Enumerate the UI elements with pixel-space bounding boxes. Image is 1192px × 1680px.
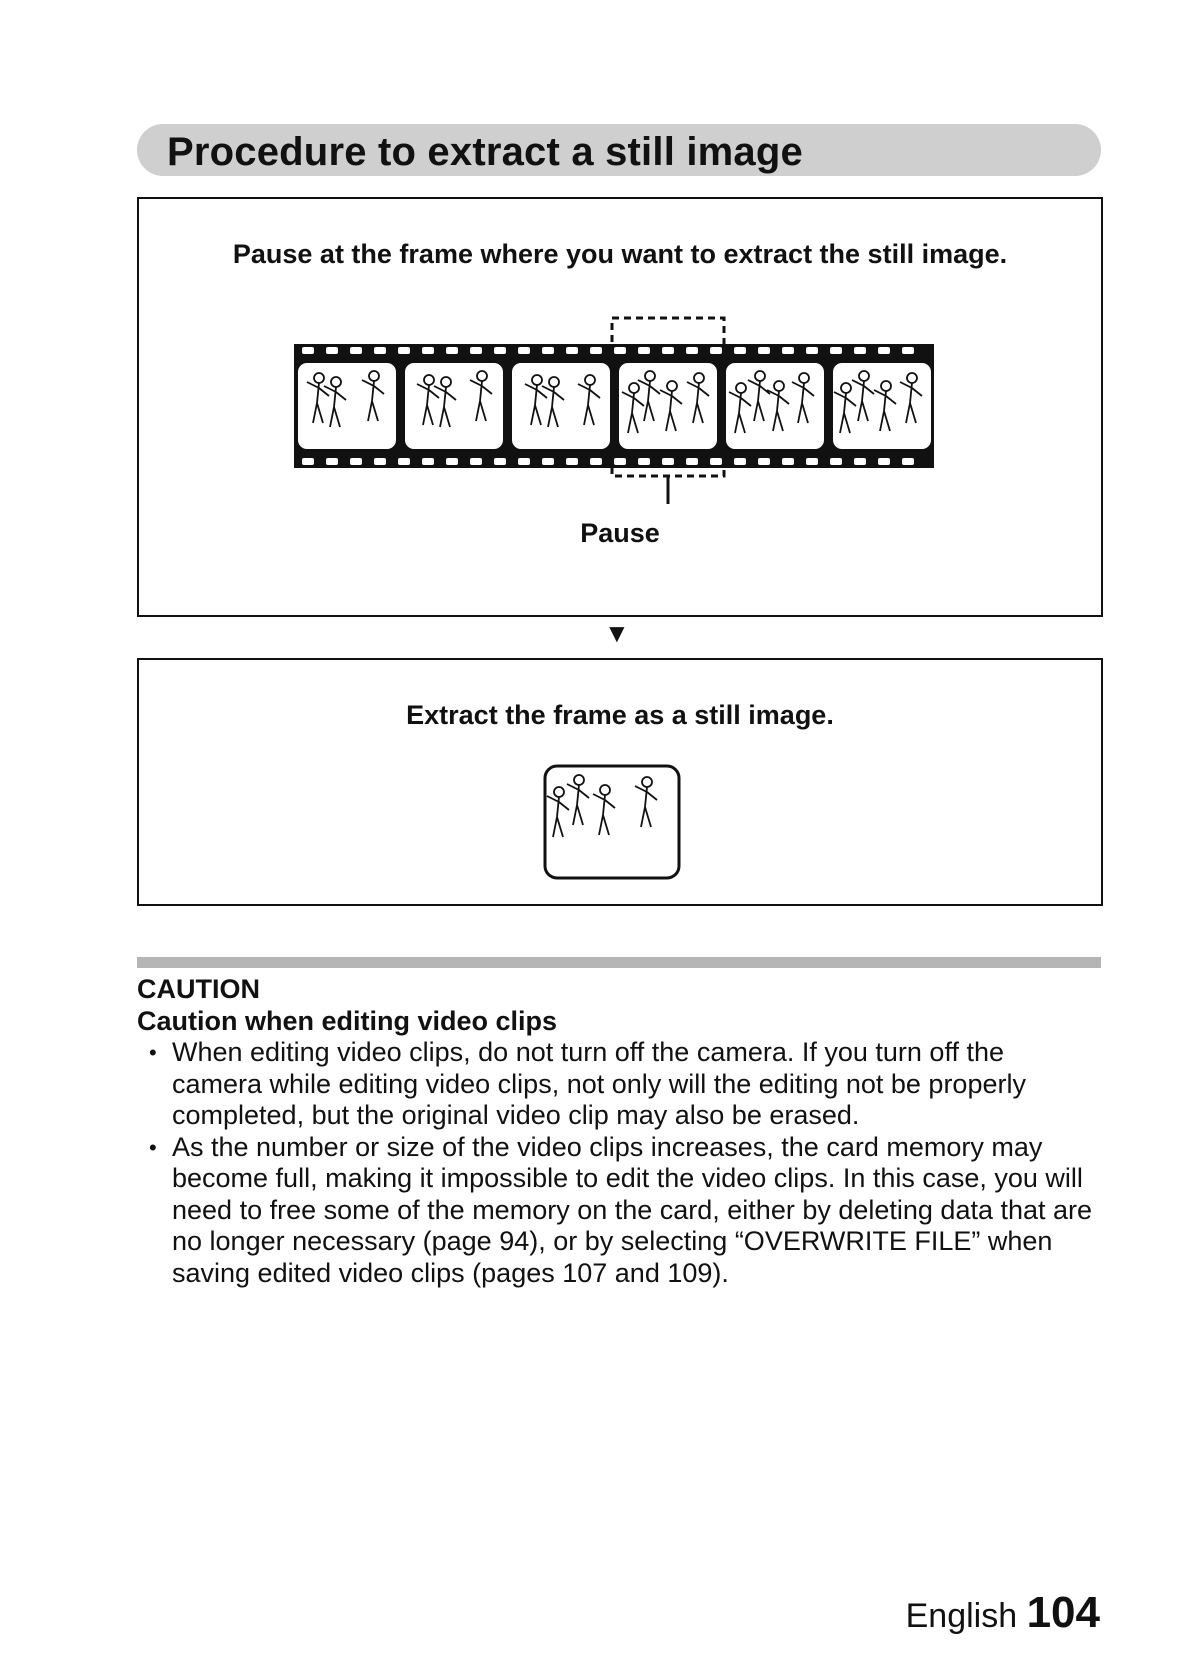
step-extract-text: Extract the frame as a still image.: [406, 700, 834, 730]
pause-label: Pause: [580, 518, 660, 548]
page-title: Procedure to extract a still image: [167, 130, 803, 174]
caution-item-text: As the number or size of the video clips increases, the card memory may become full, making it impossible to edit the video clips. In this case, you will need to free some of the memory on the card, either by deleting data that are no longer necessary (page 94), or by selecting “OVERWRITE FILE” when saving edited video clips (pages 107 and 109).: [172, 1131, 1093, 1288]
caution-item-text: When editing video clips, do not turn off the camera. If you turn off the camera while editing video clips, not only will the editing not be properly completed, but the original video clip may also be erased.: [172, 1037, 1026, 1130]
caution-title: CAUTION: [137, 974, 260, 1004]
step-pause-box: [137, 197, 1103, 617]
caution-section: [137, 974, 1101, 1289]
bullet-icon: •: [149, 1134, 157, 1160]
footer-language: English: [905, 1597, 1018, 1635]
still-image-illustration: [543, 764, 681, 880]
page-number: 104: [1026, 1588, 1100, 1637]
list-item: [137, 1132, 1101, 1290]
caution-list: [137, 1037, 1101, 1289]
step-pause-text: Pause at the frame where you want to extract the still image.: [232, 239, 1008, 269]
section-title-bar: [137, 124, 1101, 176]
caution-divider: [137, 957, 1101, 968]
step-extract-box: [137, 658, 1103, 906]
page-footer: [906, 1588, 1100, 1638]
filmstrip-illustration: [294, 316, 934, 506]
list-item: [137, 1037, 1101, 1132]
bullet-icon: •: [149, 1040, 157, 1065]
caution-subtitle: Caution when editing video clips: [137, 1005, 558, 1036]
down-arrow-icon: ▼: [604, 618, 630, 648]
